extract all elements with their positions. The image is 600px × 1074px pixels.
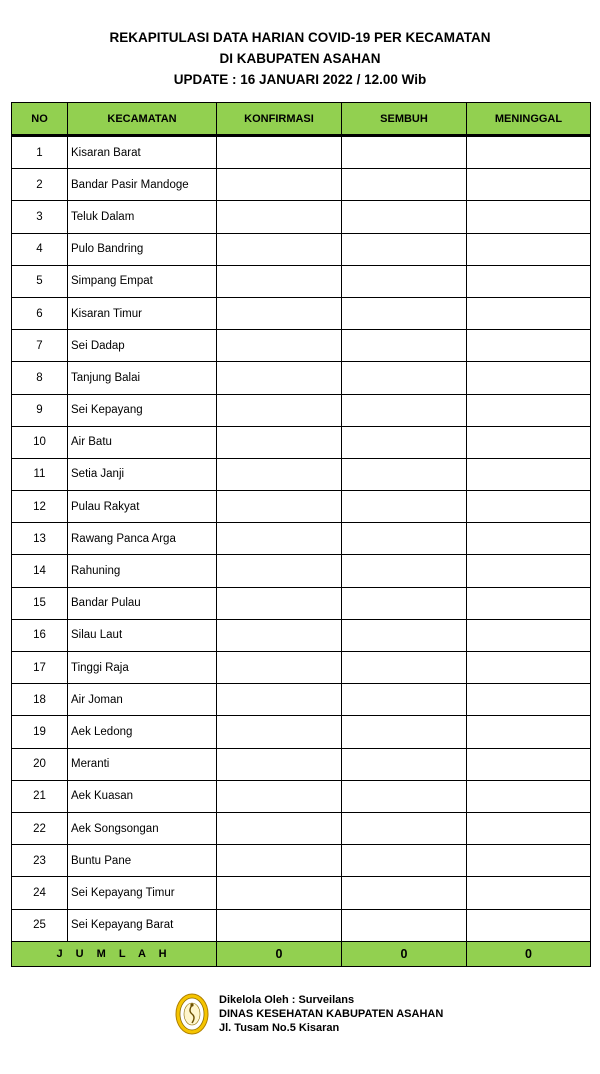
row-kecamatan: Aek Kuasan <box>68 780 217 812</box>
row-konfirmasi <box>217 716 342 748</box>
row-konfirmasi <box>217 555 342 587</box>
row-number: 19 <box>12 716 68 748</box>
row-kecamatan: Meranti <box>68 748 217 780</box>
row-kecamatan: Setia Janji <box>68 458 217 490</box>
row-konfirmasi <box>217 394 342 426</box>
row-meninggal <box>467 136 591 169</box>
row-sembuh <box>342 265 467 297</box>
row-sembuh <box>342 652 467 684</box>
table-row <box>12 909 591 941</box>
table-row <box>12 845 591 877</box>
report-title: REKAPITULASI DATA HARIAN COVID-19 PER KECAMATAN <box>109 30 491 45</box>
row-konfirmasi <box>217 297 342 329</box>
row-kecamatan: Sei Kepayang <box>68 394 217 426</box>
row-number: 17 <box>12 652 68 684</box>
row-konfirmasi <box>217 845 342 877</box>
row-kecamatan: Bandar Pasir Mandoge <box>68 169 217 201</box>
surveilans-seal-icon <box>175 993 209 1035</box>
table-row <box>12 684 591 716</box>
row-sembuh <box>342 845 467 877</box>
row-sembuh <box>342 201 467 233</box>
table-row <box>12 265 591 297</box>
row-meninggal <box>467 684 591 716</box>
table-row <box>12 587 591 619</box>
footer <box>175 993 443 1035</box>
row-number: 5 <box>12 265 68 297</box>
row-sembuh <box>342 169 467 201</box>
row-meninggal <box>467 330 591 362</box>
total-konfirmasi: 0 <box>217 941 342 966</box>
table-row <box>12 555 591 587</box>
row-kecamatan: Air Batu <box>68 426 217 458</box>
row-meninggal <box>467 716 591 748</box>
row-number: 20 <box>12 748 68 780</box>
row-kecamatan: Rahuning <box>68 555 217 587</box>
column-header-no: NO <box>12 103 68 136</box>
table-row <box>12 491 591 523</box>
table-row <box>12 426 591 458</box>
row-konfirmasi <box>217 909 342 941</box>
row-sembuh <box>342 684 467 716</box>
row-konfirmasi <box>217 233 342 265</box>
row-meninggal <box>467 555 591 587</box>
row-konfirmasi <box>217 684 342 716</box>
row-sembuh <box>342 619 467 651</box>
table-row <box>12 136 591 169</box>
row-sembuh <box>342 330 467 362</box>
row-sembuh <box>342 555 467 587</box>
table-row <box>12 201 591 233</box>
row-kecamatan: Tinggi Raja <box>68 652 217 684</box>
row-sembuh <box>342 587 467 619</box>
total-meninggal: 0 <box>467 941 591 966</box>
row-number: 4 <box>12 233 68 265</box>
row-meninggal <box>467 619 591 651</box>
table-header-row <box>12 103 591 136</box>
table-row <box>12 330 591 362</box>
row-sembuh <box>342 716 467 748</box>
row-sembuh <box>342 812 467 844</box>
row-kecamatan: Aek Ledong <box>68 716 217 748</box>
row-meninggal <box>467 491 591 523</box>
row-sembuh <box>342 233 467 265</box>
column-header-kecamatan: KECAMATAN <box>68 103 217 136</box>
row-number: 7 <box>12 330 68 362</box>
row-kecamatan: Kisaran Barat <box>68 136 217 169</box>
row-konfirmasi <box>217 458 342 490</box>
row-meninggal <box>467 394 591 426</box>
covid-data-table <box>11 102 591 967</box>
row-meninggal <box>467 523 591 555</box>
row-kecamatan: Air Joman <box>68 684 217 716</box>
row-meninggal <box>467 748 591 780</box>
table-row <box>12 748 591 780</box>
table-row <box>12 619 591 651</box>
row-number: 15 <box>12 587 68 619</box>
row-kecamatan: Buntu Pane <box>68 845 217 877</box>
report-subtitle: DI KABUPATEN ASAHAN <box>219 51 381 66</box>
table-row <box>12 297 591 329</box>
row-sembuh <box>342 909 467 941</box>
row-number: 25 <box>12 909 68 941</box>
table-row <box>12 652 591 684</box>
row-number: 14 <box>12 555 68 587</box>
row-kecamatan: Bandar Pulau <box>68 587 217 619</box>
row-konfirmasi <box>217 169 342 201</box>
row-sembuh <box>342 394 467 426</box>
row-meninggal <box>467 458 591 490</box>
row-konfirmasi <box>217 780 342 812</box>
row-konfirmasi <box>217 362 342 394</box>
footer-address: Jl. Tusam No.5 Kisaran <box>219 1022 340 1034</box>
table-row <box>12 233 591 265</box>
row-meninggal <box>467 265 591 297</box>
row-number: 16 <box>12 619 68 651</box>
footer-department: DINAS KESEHATAN KABUPATEN ASAHAN <box>219 1008 444 1020</box>
row-kecamatan: Pulo Bandring <box>68 233 217 265</box>
table-body <box>12 136 591 942</box>
row-number: 12 <box>12 491 68 523</box>
row-number: 21 <box>12 780 68 812</box>
table-row <box>12 169 591 201</box>
row-number: 8 <box>12 362 68 394</box>
row-kecamatan: Sei Dadap <box>68 330 217 362</box>
row-konfirmasi <box>217 587 342 619</box>
row-konfirmasi <box>217 877 342 909</box>
row-konfirmasi <box>217 812 342 844</box>
row-kecamatan: Sei Kepayang Barat <box>68 909 217 941</box>
row-number: 9 <box>12 394 68 426</box>
row-number: 10 <box>12 426 68 458</box>
column-header-konfirmasi: KONFIRMASI <box>217 103 342 136</box>
row-sembuh <box>342 877 467 909</box>
row-meninggal <box>467 909 591 941</box>
row-meninggal <box>467 845 591 877</box>
row-konfirmasi <box>217 265 342 297</box>
row-meninggal <box>467 812 591 844</box>
row-sembuh <box>342 426 467 458</box>
row-sembuh <box>342 458 467 490</box>
row-kecamatan: Simpang Empat <box>68 265 217 297</box>
column-header-sembuh: SEMBUH <box>342 103 467 136</box>
row-konfirmasi <box>217 523 342 555</box>
row-meninggal <box>467 877 591 909</box>
table-row <box>12 812 591 844</box>
row-konfirmasi <box>217 619 342 651</box>
row-meninggal <box>467 201 591 233</box>
row-number: 3 <box>12 201 68 233</box>
row-number: 24 <box>12 877 68 909</box>
footer-managed-by: Dikelola Oleh : Surveilans <box>219 994 355 1006</box>
row-meninggal <box>467 587 591 619</box>
row-meninggal <box>467 297 591 329</box>
row-sembuh <box>342 362 467 394</box>
row-kecamatan: Aek Songsongan <box>68 812 217 844</box>
table-row <box>12 362 591 394</box>
row-number: 6 <box>12 297 68 329</box>
row-sembuh <box>342 136 467 169</box>
total-sembuh: 0 <box>342 941 467 966</box>
row-meninggal <box>467 233 591 265</box>
row-number: 23 <box>12 845 68 877</box>
report-update-date: UPDATE : 16 JANUARI 2022 / 12.00 Wib <box>173 72 427 87</box>
table-row <box>12 458 591 490</box>
row-kecamatan: Pulau Rakyat <box>68 491 217 523</box>
row-konfirmasi <box>217 491 342 523</box>
total-label: J U M L A H <box>12 941 217 966</box>
row-meninggal <box>467 362 591 394</box>
row-number: 2 <box>12 169 68 201</box>
column-header-meninggal: MENINGGAL <box>467 103 591 136</box>
row-konfirmasi <box>217 748 342 780</box>
row-sembuh <box>342 523 467 555</box>
row-number: 13 <box>12 523 68 555</box>
row-konfirmasi <box>217 652 342 684</box>
row-sembuh <box>342 297 467 329</box>
row-number: 11 <box>12 458 68 490</box>
row-meninggal <box>467 426 591 458</box>
table-row <box>12 523 591 555</box>
row-konfirmasi <box>217 426 342 458</box>
total-row <box>12 941 591 966</box>
row-sembuh <box>342 780 467 812</box>
row-sembuh <box>342 491 467 523</box>
row-kecamatan: Kisaran Timur <box>68 297 217 329</box>
table-row <box>12 394 591 426</box>
row-konfirmasi <box>217 330 342 362</box>
row-kecamatan: Sei Kepayang Timur <box>68 877 217 909</box>
row-meninggal <box>467 652 591 684</box>
row-kecamatan: Tanjung Balai <box>68 362 217 394</box>
table-row <box>12 716 591 748</box>
row-number: 1 <box>12 136 68 169</box>
row-meninggal <box>467 169 591 201</box>
table-row <box>12 877 591 909</box>
row-konfirmasi <box>217 201 342 233</box>
row-kecamatan: Teluk Dalam <box>68 201 217 233</box>
row-number: 18 <box>12 684 68 716</box>
row-konfirmasi <box>217 136 342 169</box>
row-kecamatan: Rawang Panca Arga <box>68 523 217 555</box>
row-number: 22 <box>12 812 68 844</box>
table-row <box>12 780 591 812</box>
row-kecamatan: Silau Laut <box>68 619 217 651</box>
row-meninggal <box>467 780 591 812</box>
row-sembuh <box>342 748 467 780</box>
